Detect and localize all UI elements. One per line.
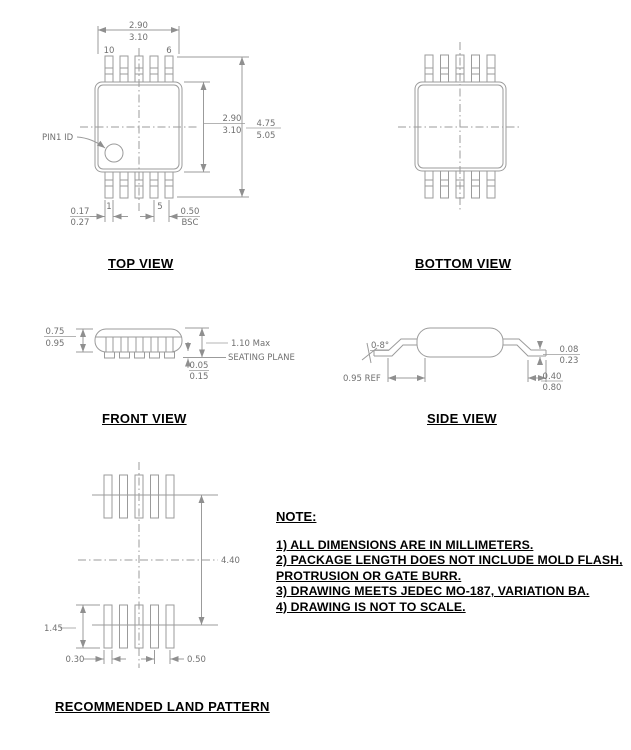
dim-body-height-min: 2.90 xyxy=(222,114,242,124)
dim-pitch-qualifier: BSC xyxy=(181,218,199,228)
pin-number-10: 10 xyxy=(103,46,115,56)
dim-foot-length-min: 0.40 xyxy=(542,372,562,382)
front-view-label: FRONT VIEW xyxy=(102,411,187,426)
note-block xyxy=(276,509,623,615)
land-pattern-centerlines xyxy=(78,462,218,668)
pin-number-6: 6 xyxy=(166,46,172,56)
note-line: PROTRUSION OR GATE BURR. xyxy=(276,568,462,583)
dim-pad-length: 1.45 xyxy=(44,624,63,634)
dim-pitch-value: 0.50 xyxy=(180,207,200,217)
dim-lead-thickness-max: 0.23 xyxy=(559,356,579,366)
dim-overall-min: 4.75 xyxy=(256,119,276,129)
front-view-body xyxy=(95,329,182,352)
pin-number-1: 1 xyxy=(106,202,112,212)
dim-width-max: 3.10 xyxy=(129,33,148,43)
seating-plane-label: SEATING PLANE xyxy=(228,353,295,363)
dim-body-height-max: 3.10 xyxy=(222,126,242,136)
land-pattern-label: RECOMMENDED LAND PATTERN xyxy=(55,699,270,714)
side-view-label: SIDE VIEW xyxy=(427,411,497,426)
top-view-drawing xyxy=(70,26,281,222)
land-pattern-pitch-dim xyxy=(141,650,184,664)
pin-number-5: 5 xyxy=(157,202,163,212)
dim-overall-max: 5.05 xyxy=(256,131,276,141)
land-pattern-drawing xyxy=(60,462,218,668)
front-view-total-height-dim xyxy=(185,328,228,358)
dim-standoff-max: 0.15 xyxy=(189,372,209,382)
dim-pad-width: 0.30 xyxy=(65,655,85,665)
side-view-body xyxy=(417,328,503,357)
dim-total-height: 1.10 Max xyxy=(231,339,271,349)
dim-body-thickness-max: 0.95 xyxy=(45,339,65,349)
dim-foot-length-max: 0.80 xyxy=(542,383,562,393)
dim-lead-width-max: 0.27 xyxy=(70,218,90,228)
front-view-leads xyxy=(105,337,175,358)
side-view-dim-texts xyxy=(343,341,578,393)
top-view-label: TOP VIEW xyxy=(108,256,174,271)
dim-standoff-min: 0.05 xyxy=(189,361,209,371)
pin1-id-label: PIN1 ID xyxy=(42,133,74,143)
note-line: 1) ALL DIMENSIONS ARE IN MILLIMETERS. xyxy=(276,538,534,552)
pin1-leader-line xyxy=(77,137,105,148)
dim-lead-ref: 0.95 REF xyxy=(343,374,381,384)
pin1-indicator xyxy=(105,144,123,162)
side-view-lead-ref-dim xyxy=(388,358,425,382)
land-pattern-pad-length-dim xyxy=(60,605,100,648)
dim-width-min: 2.90 xyxy=(129,21,148,31)
dim-lead-width-min: 0.17 xyxy=(70,207,90,217)
dim-row-span: 4.40 xyxy=(221,556,240,566)
dim-lead-thickness-min: 0.08 xyxy=(559,345,579,355)
bottom-view-drawing xyxy=(398,42,522,212)
dim-body-thickness-min: 0.75 xyxy=(45,327,65,337)
note-line: 4) DRAWING IS NOT TO SCALE. xyxy=(276,599,466,614)
land-pattern-dim-texts xyxy=(44,556,240,665)
note-title: NOTE: xyxy=(276,509,317,524)
bottom-view-label: BOTTOM VIEW xyxy=(415,256,512,271)
note-line: 2) PACKAGE LENGTH DOES NOT INCLUDE MOLD FLASH, xyxy=(276,553,623,568)
dim-pad-pitch: 0.50 xyxy=(187,655,206,665)
land-pattern-pad-width-dim xyxy=(84,650,126,664)
land-pattern-bottom-pads xyxy=(104,605,174,648)
note-line: 3) DRAWING MEETS JEDEC MO-187, VARIATION BA. xyxy=(276,584,590,599)
dim-lead-angle: 0-8° xyxy=(371,341,390,351)
